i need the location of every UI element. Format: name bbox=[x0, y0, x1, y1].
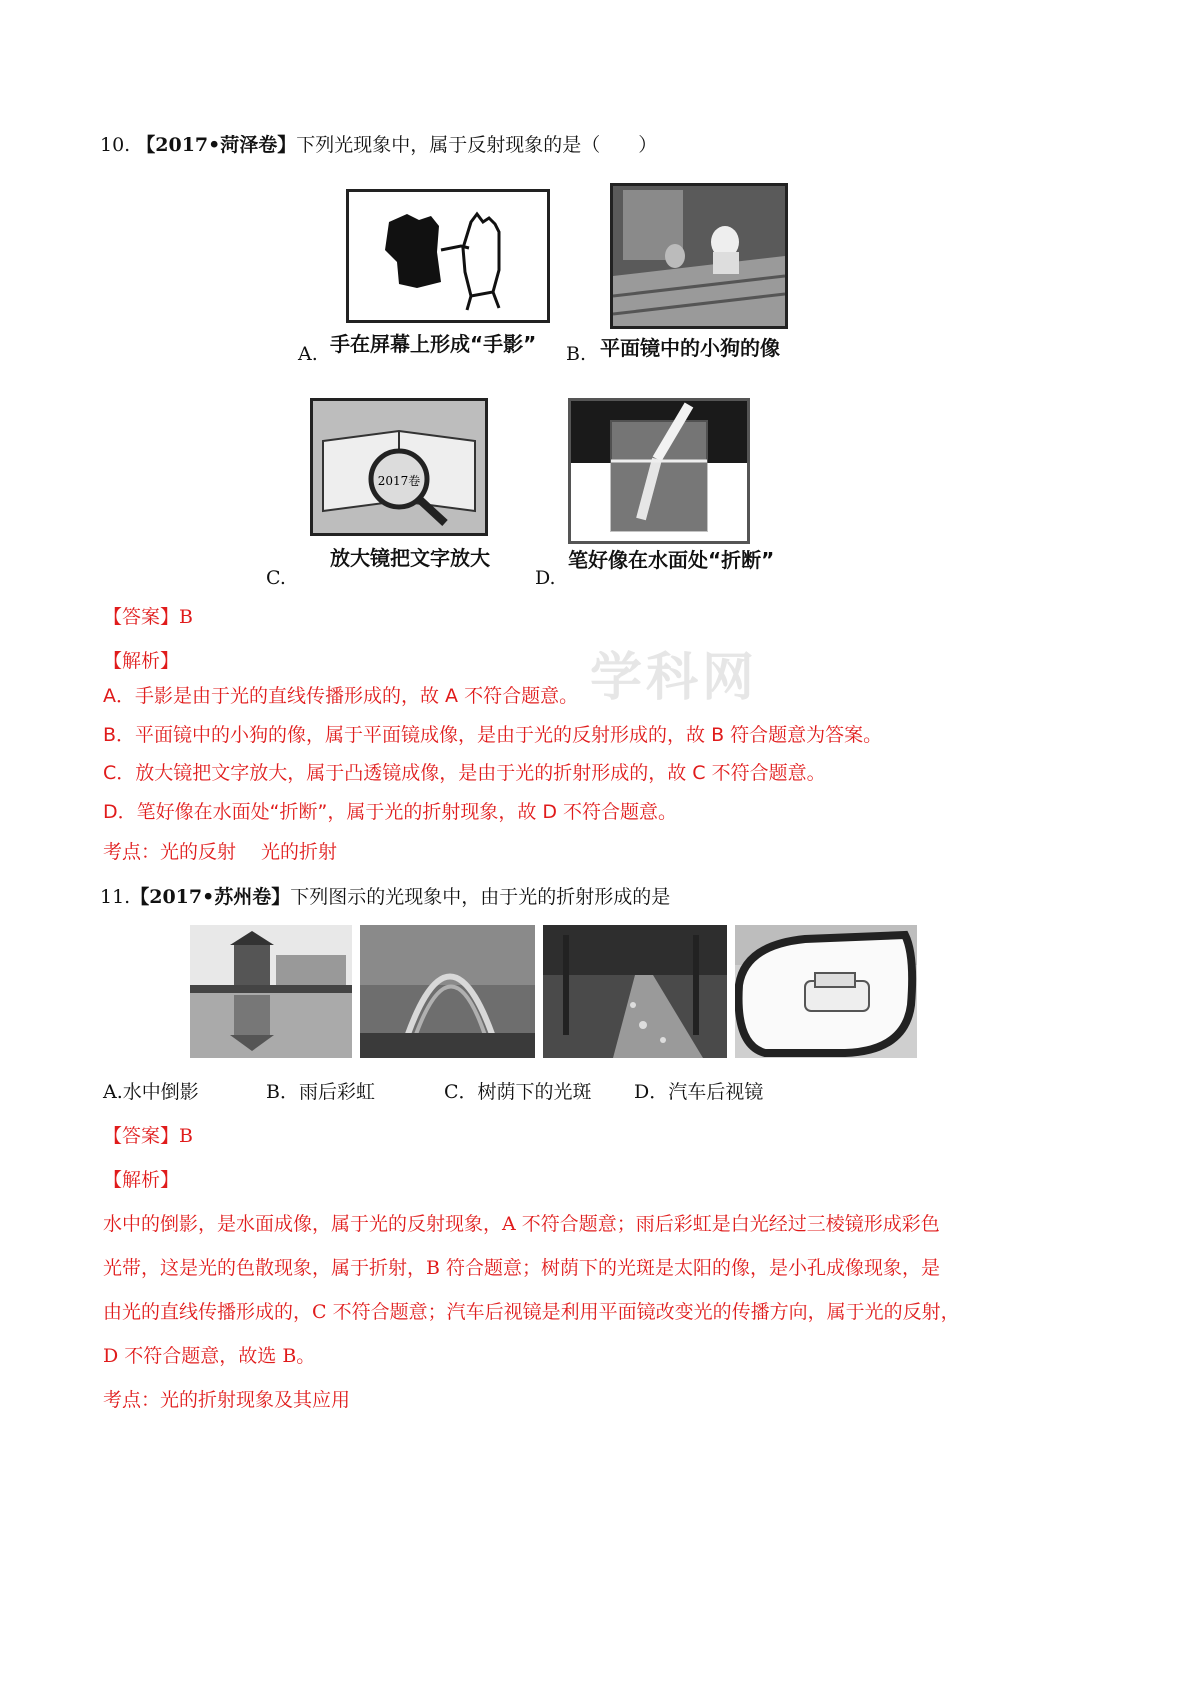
q11-analysis-label: 【解析】 bbox=[103, 1169, 180, 1191]
q10-number: 10. bbox=[100, 134, 131, 156]
q11-option-b: B．雨后彩虹 bbox=[266, 1081, 375, 1103]
q10-magnifier-text: 2017卷 bbox=[377, 474, 421, 488]
q11-answer bbox=[103, 1124, 193, 1148]
q11-answer-value: B bbox=[179, 1125, 193, 1147]
q11-stem: 下列图示的光现象中，由于光的折射形成的是 bbox=[290, 886, 671, 908]
q10-option-d-letter: D. bbox=[535, 567, 556, 589]
q10-analysis-line-a: A．手影是由于光的直线传播形成的，故 A 不符合题意。 bbox=[103, 685, 579, 707]
q10-analysis-line-b: B．平面镜中的小狗的像，属于平面镜成像，是由于光的反射形成的，故 B 符合题意为答案。 bbox=[103, 724, 883, 746]
q10-analysis-line-c: C．放大镜把文字放大，属于凸透镜成像，是由于光的折射形成的，故 C 不符合题意。 bbox=[103, 762, 826, 784]
q10-option-c-caption: 放大镜把文字放大 bbox=[330, 546, 490, 570]
q11-analysis-line-3: 由光的直线传播形成的，C 不符合题意；汽车后视镜是利用平面镜改变光的传播方向，属于光的反射， bbox=[103, 1301, 960, 1323]
q10-analysis-label: 【解析】 bbox=[103, 650, 180, 672]
q11-option-a: A.水中倒影 bbox=[103, 1081, 199, 1103]
q10-option-b-caption: 平面镜中的小狗的像 bbox=[600, 336, 780, 360]
q11-source: 【2017•苏州卷】 bbox=[130, 886, 291, 908]
q11-number: 11. bbox=[100, 886, 131, 908]
q10-option-a-caption: 手在屏幕上形成“手影” bbox=[330, 332, 537, 356]
q11-photo-rainbow bbox=[360, 925, 535, 1058]
q10-stem-line bbox=[100, 133, 657, 157]
q11-analysis-line-4: D 不符合题意，故选 B。 bbox=[103, 1345, 316, 1367]
q10-option-b-letter: B. bbox=[566, 343, 587, 365]
q11-analysis-line-2: 光带，这是光的色散现象，属于折射，B 符合题意；树荫下的光斑是太阳的像，是小孔成像现象，是 bbox=[103, 1257, 941, 1279]
q11-analysis-line-1: 水中的倒影，是水面成像，属于光的反射现象，A 不符合题意；雨后彩虹是白光经过三棱镜形成彩色 bbox=[103, 1213, 940, 1235]
q10-analysis-line-d: D．笔好像在水面处“折断”，属于光的折射现象，故 D 不符合题意。 bbox=[103, 801, 678, 823]
q11-stem-line bbox=[100, 885, 670, 909]
q10-kaodian: 考点：光的反射 光的折射 bbox=[103, 841, 338, 863]
q11-kaodian: 考点：光的折射现象及其应用 bbox=[103, 1389, 351, 1411]
q11-photo-tree-shade bbox=[543, 925, 727, 1058]
q11-option-d: D．汽车后视镜 bbox=[634, 1081, 764, 1103]
q10-option-c-image bbox=[310, 398, 488, 536]
q10-option-d-caption: 笔好像在水面处“折断” bbox=[568, 548, 775, 572]
q10-option-a-image bbox=[346, 189, 550, 323]
q10-answer-label: 【答案】 bbox=[103, 606, 180, 628]
q11-photo-rear-mirror bbox=[735, 925, 917, 1058]
q10-answer-value: B bbox=[179, 606, 193, 628]
q10-option-a-letter: A. bbox=[298, 343, 318, 365]
q10-stem: 下列光现象中，属于反射现象的是（ ） bbox=[296, 134, 658, 156]
q10-option-c-letter: C. bbox=[266, 567, 286, 589]
watermark: 学科网 bbox=[590, 648, 759, 708]
q10-answer bbox=[103, 605, 193, 629]
q10-option-d-image bbox=[568, 398, 750, 544]
q10-option-b-image bbox=[610, 183, 788, 329]
q11-answer-label: 【答案】 bbox=[103, 1125, 180, 1147]
q11-photo-reflection bbox=[190, 925, 352, 1058]
q10-source: 【2017•菏泽卷】 bbox=[136, 134, 297, 156]
q11-option-c: C．树荫下的光斑 bbox=[444, 1081, 592, 1103]
